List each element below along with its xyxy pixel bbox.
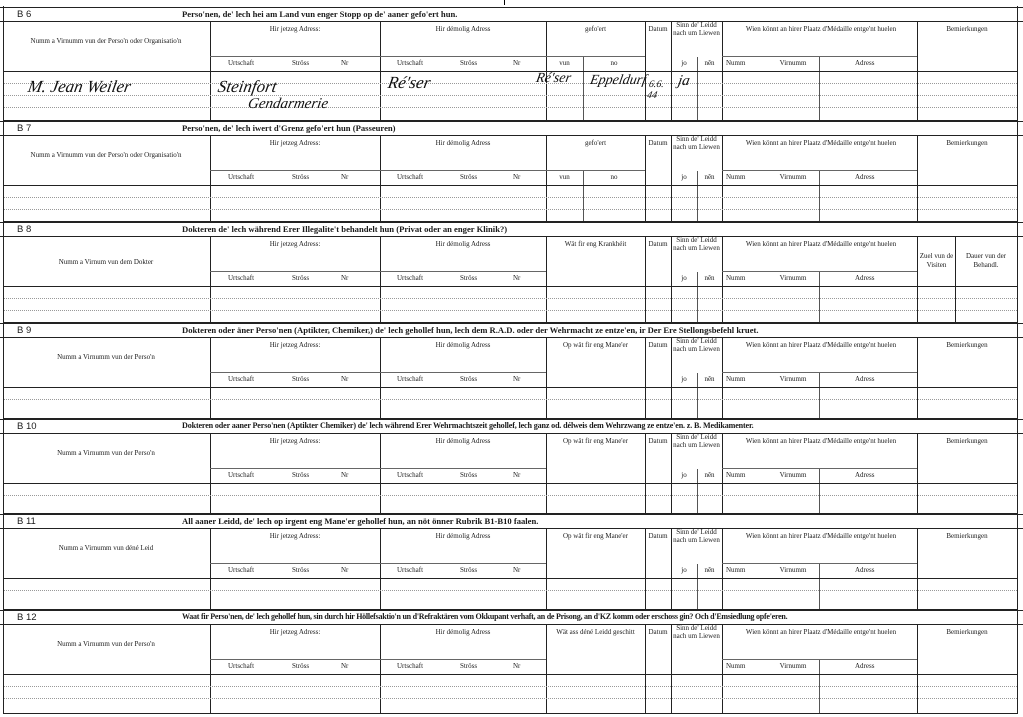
street-header: Ströss — [460, 59, 478, 67]
place-header: Urtschaft — [228, 662, 255, 670]
alive-header: Sinn de' Leidd nach um Liewen — [673, 624, 720, 640]
section-code: B 10 — [17, 421, 37, 432]
alive-header: Sinn de' Leidd nach um Liewen — [673, 21, 720, 37]
address-header: Adress — [855, 566, 875, 574]
col-old-divider — [546, 433, 547, 514]
street-header: Ströss — [292, 471, 310, 479]
street-header: Ströss — [292, 274, 310, 282]
third-column-header: Wät fir eng Krankhéit — [564, 240, 627, 248]
remarks-header: Bemierkungen — [946, 139, 988, 147]
address-subheader-line — [210, 271, 546, 272]
address-header: Adress — [855, 375, 875, 383]
street-header: Ströss — [460, 375, 478, 383]
no-header: nên — [704, 375, 715, 383]
remarks-header: Bemierkungen — [946, 628, 988, 636]
entry-alive: ja — [676, 73, 692, 89]
medal-recipient-header: Wien könnt an hirer Plaatz d'Médaille entge'nt huelen — [745, 25, 897, 33]
from-header: vun — [559, 173, 570, 181]
place-header: Urtschaft — [397, 375, 424, 383]
street-header: Ströss — [460, 566, 478, 574]
firstname-header: Virnumm — [779, 173, 807, 181]
surname-header: Numm — [726, 471, 746, 479]
address-subheader-line — [210, 563, 546, 564]
former-address-header: Hir démolig Adress — [435, 25, 491, 33]
section-header — [0, 222, 1023, 237]
section-code: B 7 — [17, 123, 32, 134]
alive-header: Sinn de' Leidd nach um Liewen — [673, 135, 720, 151]
gefoert-header: gefo'ert — [584, 25, 607, 33]
number-header: Nr — [341, 274, 349, 282]
current-address-header: Hir jetzeg Adress: — [269, 532, 321, 540]
street-header: Ströss — [292, 59, 310, 67]
date-header: Datum — [648, 437, 668, 445]
number-header: Nr — [341, 173, 349, 181]
place-header: Urtschaft — [397, 471, 424, 479]
firstname-header: Virnumm — [779, 566, 807, 574]
number-header: Nr — [513, 471, 521, 479]
entry-line — [4, 209, 1017, 210]
gefoert-subheader-line — [546, 170, 645, 171]
surname-header: Numm — [726, 274, 746, 282]
col-now-divider — [380, 624, 381, 714]
entry-current-street: Gendarmerie — [246, 96, 330, 112]
col-old-divider — [546, 528, 547, 610]
surname-header: Numm — [726, 375, 746, 383]
wien-subheader-line — [722, 56, 917, 57]
header-bottom-line — [4, 483, 1017, 484]
place-header: Urtschaft — [228, 173, 255, 181]
alive-header: Sinn de' Leidd nach um Liewen — [673, 433, 720, 449]
number-header: Nr — [341, 471, 349, 479]
col-virnumm-divider — [819, 564, 820, 610]
wien-subheader-line — [722, 372, 917, 373]
yes-header: jo — [681, 274, 687, 282]
place-header: Urtschaft — [397, 173, 424, 181]
section-b6 — [0, 7, 1023, 121]
entry-date: 6.6. 44 — [646, 79, 665, 101]
place-header: Urtschaft — [228, 566, 255, 574]
name-column-header: Numm a Virnumm vun der Perso'n oder Organisatio'n — [30, 37, 182, 45]
street-header: Ströss — [292, 566, 310, 574]
section-title: All aaner Leidd, de' lech op irgent eng Mane'er gehollef hun, an nöt önner Rubrik B1-B10 faalen. — [182, 516, 539, 526]
number-header: Nr — [513, 173, 521, 181]
former-address-header: Hir démolig Adress — [435, 628, 491, 636]
header-bottom-line — [4, 286, 1017, 287]
col-name-divider — [210, 624, 211, 714]
header-bottom-line — [4, 71, 1017, 72]
name-column-header: Numm a Virnumm vun der Perso'n — [57, 353, 155, 361]
remarks-header: Bemierkungen — [946, 25, 988, 33]
name-column-header: Numm a Virnum vun dem Dokter — [58, 258, 154, 266]
section-header — [0, 121, 1023, 136]
yes-header: jo — [681, 59, 687, 67]
date-header: Datum — [648, 532, 668, 540]
entry-name: M. Jean Weiler — [26, 77, 133, 96]
wien-subheader-line — [722, 170, 917, 171]
firstname-header: Virnumm — [779, 471, 807, 479]
section-title: Dokteren de' lech während Erer Illegalite't behandelt hun (Privat oder an enger Klinik?) — [182, 224, 508, 234]
section-title: Dokteren oder aaner Perso'nen (Aptikter Chemiker) de' lech während Erer Wehrmachtszeit gehollef, lech ganz od. délweis dem Wehrzwang ze entze'en. z. B. Medikamenter. — [182, 421, 754, 430]
yes-header: jo — [681, 375, 687, 383]
wien-subheader-line — [722, 659, 917, 660]
date-header: Datum — [648, 240, 668, 248]
address-header: Adress — [855, 471, 875, 479]
surname-header: Numm — [726, 59, 746, 67]
no-header: nên — [704, 173, 715, 181]
place-header: Urtschaft — [228, 471, 255, 479]
gefoert-subheader-line — [546, 56, 645, 57]
col-virnumm-divider — [819, 373, 820, 419]
header-bottom-line — [4, 578, 1017, 579]
firstname-header: Virnumm — [779, 662, 807, 670]
col-old-divider — [546, 624, 547, 714]
medal-recipient-header: Wien könnt an hirer Plaatz d'Médaille entge'nt huelen — [745, 341, 897, 349]
header-bottom-line — [4, 185, 1017, 186]
firstname-header: Virnumm — [779, 59, 807, 67]
section-code: B 11 — [17, 516, 36, 527]
number-header: Nr — [341, 59, 349, 67]
name-column-header: Numm a Virnumm vun der Perso'n — [57, 640, 155, 648]
former-address-header: Hir démolig Adress — [435, 532, 491, 540]
remarks-header: Bemierkungen — [946, 341, 988, 349]
entry-line — [4, 590, 1017, 591]
section-title: Perso'nen, de' lech hei am Land vun enger Stopp op de' aaner gefo'ert hun. — [182, 9, 458, 19]
section-title: Waat fir Perso'nen, de' lech gehollef hun, sin durch hir Höllefsaktio'n un d'Refraktären vom Okkupant verhaft, an de Prisong, an d'KZ komm oder erschoss gin? Och d'Emsiedlung opfe'eren. — [182, 612, 788, 621]
entry-line — [4, 298, 1017, 299]
street-header: Ströss — [292, 173, 310, 181]
remarks-header: Bemierkungen — [946, 437, 988, 445]
section-code: B 6 — [17, 9, 32, 20]
number-header: Nr — [341, 662, 349, 670]
street-header: Ströss — [292, 662, 310, 670]
address-header: Adress — [855, 173, 875, 181]
current-address-header: Hir jetzeg Adress: — [269, 25, 321, 33]
former-address-header: Hir démolig Adress — [435, 341, 491, 349]
section-header — [0, 610, 1023, 625]
wien-subheader-line — [722, 468, 917, 469]
col-virnumm-divider — [819, 57, 820, 121]
page-top-mark — [504, 0, 505, 5]
current-address-header: Hir jetzeg Adress: — [269, 341, 321, 349]
medal-recipient-header: Wien könnt an hirer Plaatz d'Médaille entge'nt huelen — [745, 240, 897, 248]
entry-line — [4, 698, 1017, 699]
gefoert-header: gefo'ert — [584, 139, 607, 147]
address-subheader-line — [210, 56, 546, 57]
place-header: Urtschaft — [397, 662, 424, 670]
col-wien-divider — [917, 624, 918, 714]
wien-subheader-line — [722, 271, 917, 272]
medal-recipient-header: Wien könnt an hirer Plaatz d'Médaille entge'nt huelen — [745, 532, 897, 540]
number-header: Nr — [513, 59, 521, 67]
section-b7 — [0, 121, 1023, 222]
col-sinn-divider — [722, 624, 723, 714]
section-b10 — [0, 419, 1023, 514]
from-header: vun — [559, 59, 570, 67]
address-header: Adress — [855, 59, 875, 67]
no-header: nên — [704, 274, 715, 282]
entry-to: Eppeldurf — [588, 73, 648, 88]
entry-line — [4, 495, 1017, 496]
place-header: Urtschaft — [397, 566, 424, 574]
section-b11 — [0, 514, 1023, 610]
place-header: Urtschaft — [228, 375, 255, 383]
entry-current-place: Steinfort — [216, 77, 279, 96]
section-title: Perso'nen, de' lech iwert d'Grenz gefo'ert hun (Passeuren) — [182, 123, 396, 133]
street-header: Ströss — [460, 274, 478, 282]
entry-line — [4, 107, 1017, 108]
place-header: Urtschaft — [228, 274, 255, 282]
date-header: Datum — [648, 25, 668, 33]
no-header: nên — [704, 566, 715, 574]
col-virnumm-divider — [819, 469, 820, 514]
header-bottom-line — [4, 674, 1017, 675]
former-address-header: Hir démolig Adress — [435, 437, 491, 445]
yes-header: jo — [681, 566, 687, 574]
no-header: nên — [704, 471, 715, 479]
number-header: Nr — [513, 662, 521, 670]
medal-recipient-header: Wien könnt an hirer Plaatz d'Médaille entge'nt huelen — [745, 437, 897, 445]
header-bottom-line — [4, 387, 1017, 388]
entry-line — [4, 399, 1017, 400]
col-sinn-divider — [722, 528, 723, 610]
former-address-header: Hir démolig Adress — [435, 139, 491, 147]
section-title: Dokteren oder äner Perso'nen (Aptikter, Chemiker,) de' lech gehollef hun, lech dem R.A.D. oder der Wehrmacht ze entze'en, ir Der Ere Stellongsbefehl kruet. — [182, 325, 759, 335]
address-subheader-line — [210, 659, 546, 660]
number-header: Nr — [341, 375, 349, 383]
medal-recipient-header: Wien könnt an hirer Plaatz d'Médaille entge'nt huelen — [745, 139, 897, 147]
entry-line — [4, 310, 1017, 311]
col-third-divider — [645, 624, 646, 714]
col-sinn-divider — [722, 337, 723, 419]
section-code: B 8 — [17, 224, 32, 235]
to-header: no — [610, 59, 618, 67]
section-bottom-line — [4, 713, 1017, 714]
street-header: Ströss — [292, 375, 310, 383]
third-column-header: Op wät fir eng Mane'er — [562, 341, 628, 349]
section-header — [0, 419, 1023, 434]
address-subheader-line — [210, 170, 546, 171]
alive-header: Sinn de' Leidd nach um Liewen — [673, 337, 720, 353]
third-column-header: Op wät fir eng Mane'er — [562, 437, 628, 445]
surname-header: Numm — [726, 566, 746, 574]
col-old-divider — [546, 337, 547, 419]
to-header: no — [610, 173, 618, 181]
address-header: Adress — [855, 274, 875, 282]
street-header: Ströss — [460, 662, 478, 670]
date-header: Datum — [648, 139, 668, 147]
place-header: Urtschaft — [397, 274, 424, 282]
entry-line — [4, 686, 1017, 687]
section-header — [0, 323, 1023, 338]
third-column-header: Wät ass déné Leidd geschitt — [556, 628, 635, 636]
treatment-duration-header: Dauer vun der Behandl. — [965, 252, 1007, 269]
former-address-header: Hir démolig Adress — [435, 240, 491, 248]
alive-header: Sinn de' Leidd nach um Liewen — [673, 236, 720, 252]
visits-header: Zuel vun de Visiten — [919, 252, 954, 269]
surname-header: Numm — [726, 173, 746, 181]
wien-subheader-line — [722, 563, 917, 564]
number-header: Nr — [513, 566, 521, 574]
section-code: B 9 — [17, 325, 32, 336]
no-header: nên — [704, 59, 715, 67]
street-header: Ströss — [460, 471, 478, 479]
yes-header: jo — [681, 173, 687, 181]
section-header — [0, 514, 1023, 529]
number-header: Nr — [341, 566, 349, 574]
current-address-header: Hir jetzeg Adress: — [269, 628, 321, 636]
name-column-header: Numm a Virnumm vun déné Leid — [58, 544, 154, 552]
yes-header: jo — [681, 471, 687, 479]
section-code: B 12 — [17, 612, 37, 623]
remarks-header: Bemierkungen — [946, 532, 988, 540]
medal-recipient-header: Wien könnt an hirer Plaatz d'Médaille entge'nt huelen — [745, 628, 897, 636]
firstname-header: Virnumm — [779, 375, 807, 383]
address-subheader-line — [210, 372, 546, 373]
entry-from: Ré'ser — [534, 71, 573, 86]
surname-header: Numm — [726, 662, 746, 670]
entry-line — [4, 197, 1017, 198]
section-b9 — [0, 323, 1023, 419]
number-header: Nr — [513, 274, 521, 282]
current-address-header: Hir jetzeg Adress: — [269, 240, 321, 248]
section-b12 — [0, 610, 1023, 714]
name-column-header: Numm a Virnumm vun der Perso'n oder Organisatio'n — [30, 151, 182, 159]
address-subheader-line — [210, 468, 546, 469]
section-b8 — [0, 222, 1023, 323]
firstname-header: Virnumm — [779, 274, 807, 282]
date-header: Datum — [648, 628, 668, 636]
current-address-header: Hir jetzeg Adress: — [269, 139, 321, 147]
entry-line — [4, 83, 1017, 84]
col-virnumm-divider — [819, 660, 820, 714]
entry-line — [4, 95, 1017, 96]
alive-header: Sinn de' Leidd nach um Liewen — [673, 528, 720, 544]
entry-former-place: Ré'ser — [386, 73, 433, 92]
number-header: Nr — [513, 375, 521, 383]
address-header: Adress — [855, 662, 875, 670]
date-header: Datum — [648, 341, 668, 349]
current-address-header: Hir jetzeg Adress: — [269, 437, 321, 445]
place-header: Urtschaft — [228, 59, 255, 67]
third-column-header: Op wät fir eng Mane'er — [562, 532, 628, 540]
section-header — [0, 7, 1023, 22]
name-column-header: Numm a Virnumm vun der Perso'n — [57, 449, 155, 457]
street-header: Ströss — [460, 173, 478, 181]
col-sinn-divider — [722, 433, 723, 514]
place-header: Urtschaft — [397, 59, 424, 67]
